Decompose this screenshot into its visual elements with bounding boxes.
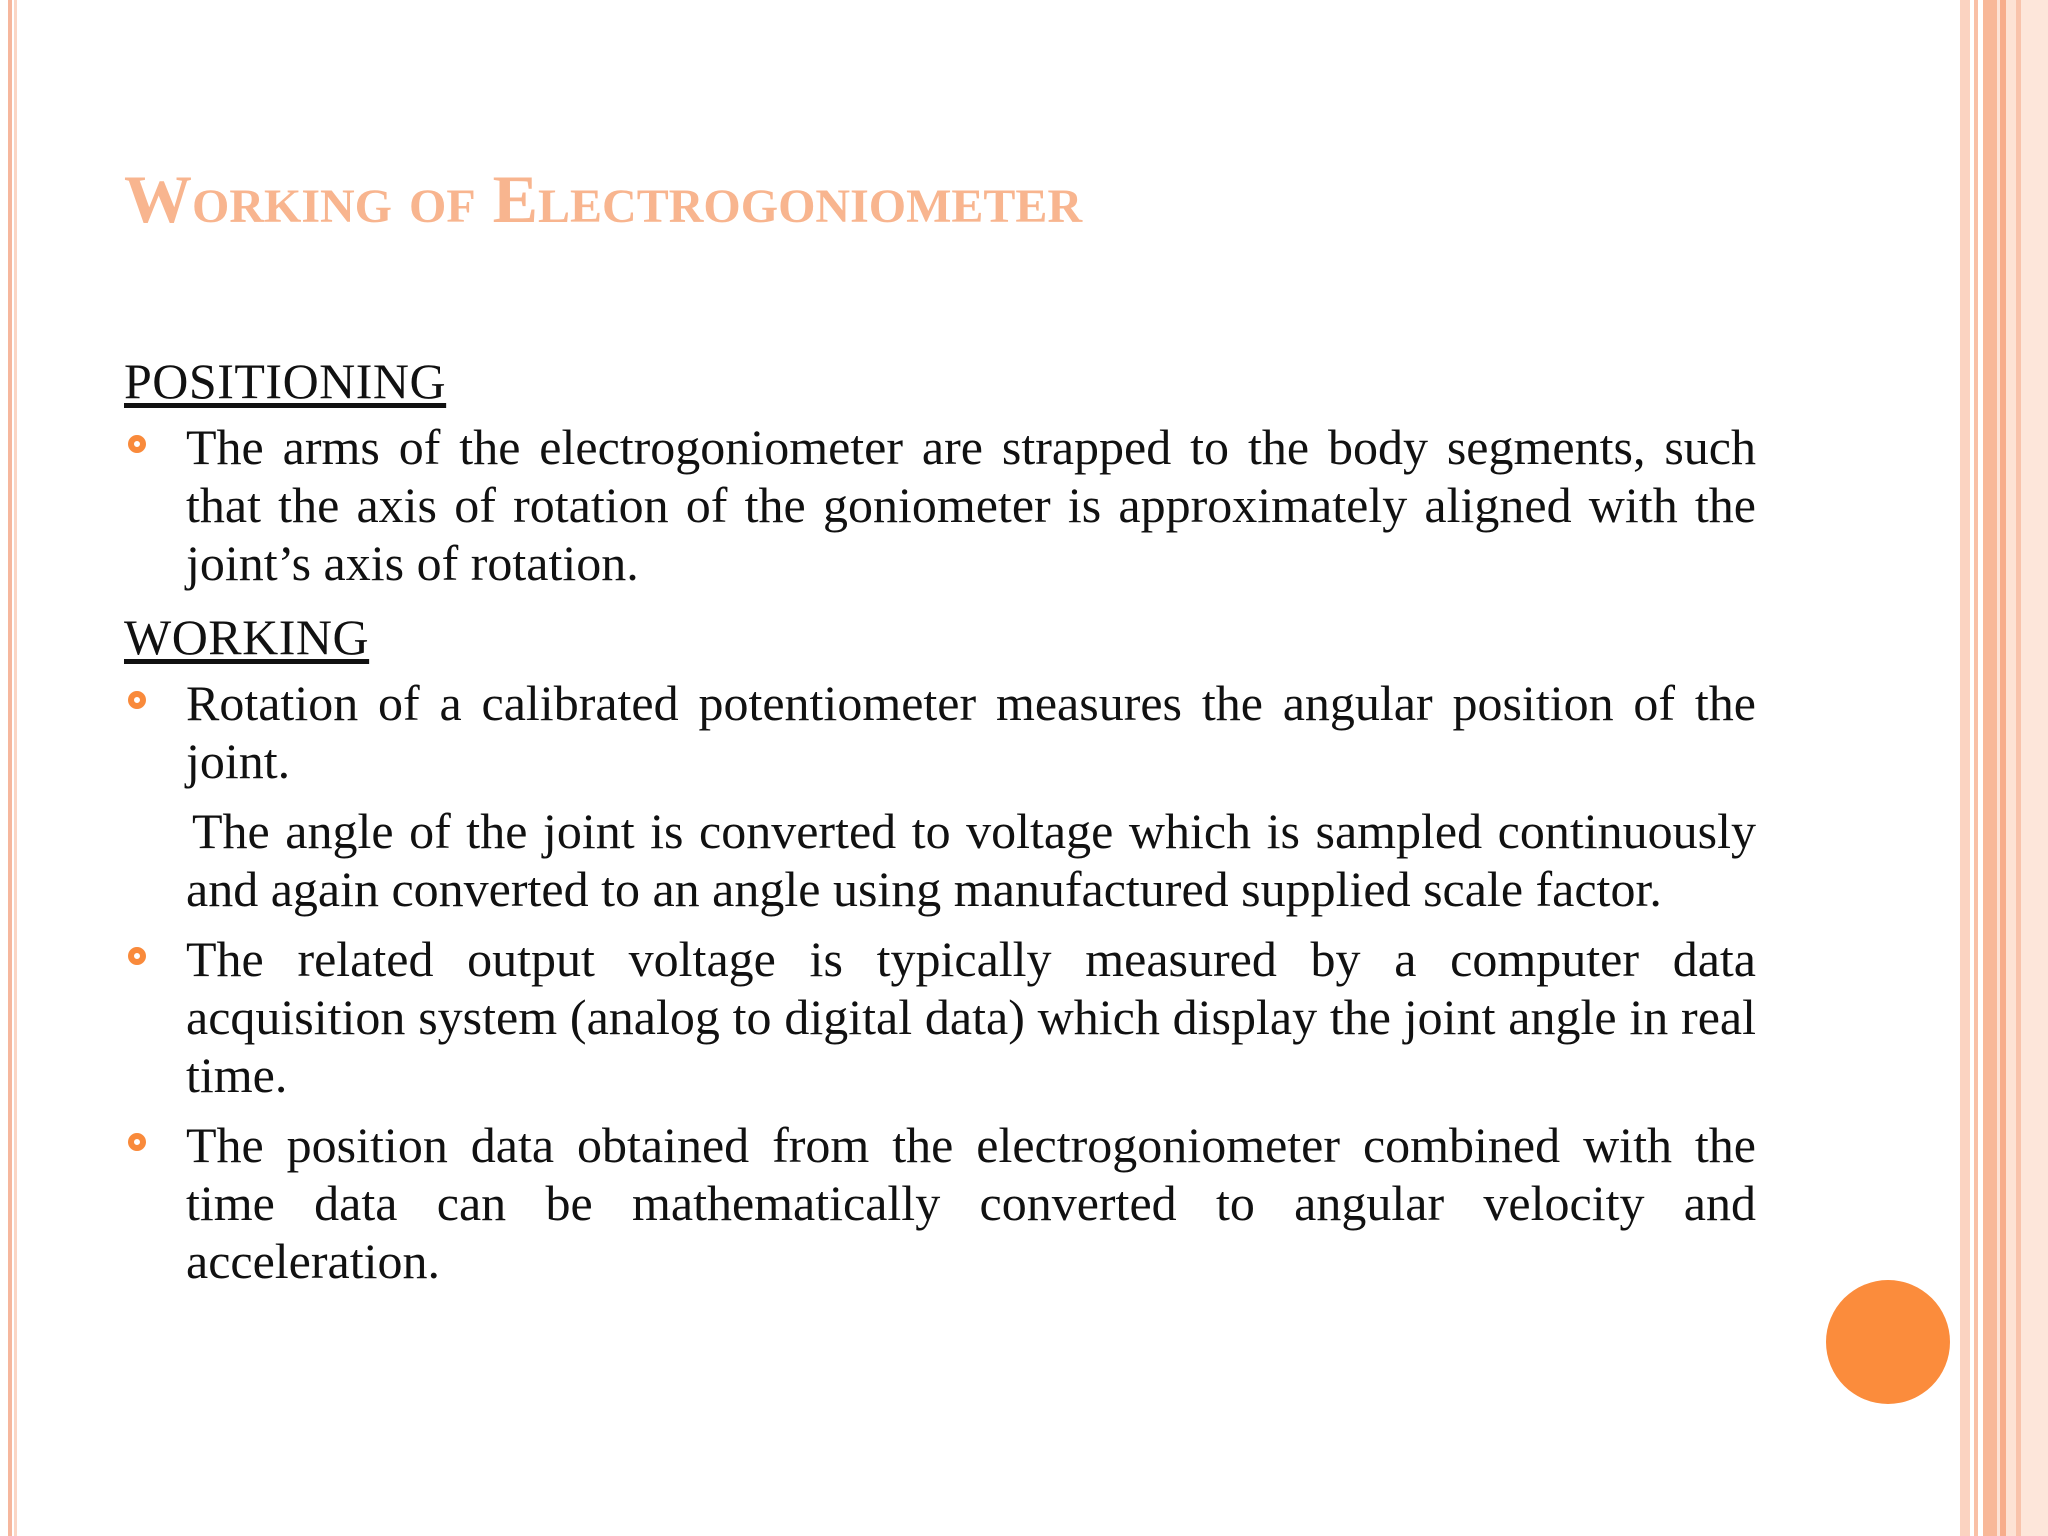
bullet-text: The related output voltage is typically measured by a computer data acquisition system (analog to digital data) which display the joint angle in real time. (186, 931, 1756, 1103)
bullet-ring-icon (128, 691, 146, 709)
bullet-text: The position data obtained from the electrogoniometer combined with the time data can be mathematically converted to angular velocity and acceleration. (186, 1117, 1756, 1289)
right-border-stripe (1983, 0, 1997, 1536)
section-heading-working: WORKING (124, 609, 370, 665)
continuation-paragraph: The angle of the joint is converted to voltage which is sampled continuously and again converted to an angle using manufactured supplied scale factor. (186, 803, 1756, 917)
bullet-text: The arms of the electrogoniometer are strapped to the body segments, such that the axis of rotation of the goniometer is approximately aligned with the joint’s axis of rotation. (186, 419, 1756, 591)
bullet-item (124, 674, 1756, 790)
section-heading-positioning: POSITIONING (124, 353, 447, 409)
right-border-stripe (2021, 0, 2048, 1536)
bullet-item (124, 418, 1756, 592)
right-border-stripe (1960, 0, 1970, 1536)
slide-title: Working of Electrogoniometer (124, 161, 1083, 237)
left-border-stripe-light (14, 0, 17, 1536)
slide-body (124, 352, 1756, 1302)
bullet-ring-icon (128, 435, 146, 453)
decorative-circle (1826, 1280, 1950, 1404)
bullet-ring-icon (128, 947, 146, 965)
bullet-item (124, 930, 1756, 1104)
right-border-stripe (2006, 0, 2016, 1536)
bullet-item (124, 1116, 1756, 1290)
bullet-text: Rotation of a calibrated potentiometer measures the angular position of the joint. (186, 675, 1756, 789)
bullet-ring-icon (128, 1133, 146, 1151)
left-border-stripe (8, 0, 12, 1536)
